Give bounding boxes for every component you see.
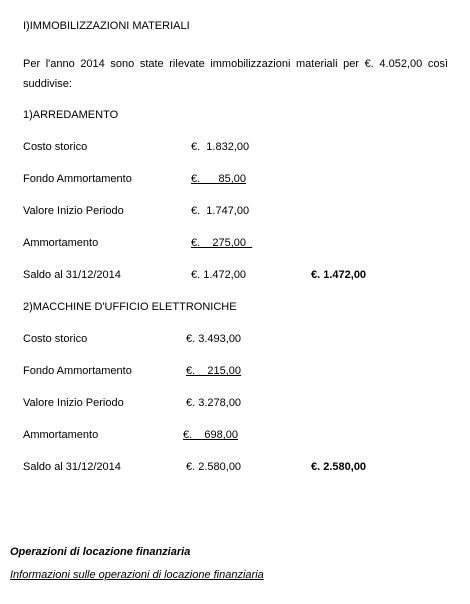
row-value: €. 275,00 (191, 237, 253, 249)
row-label: Valore Inizio Periodo (23, 205, 124, 217)
row-value: €. 3.278,00 (186, 397, 242, 409)
row-value: €. 215,00 (186, 365, 242, 377)
row-label: Saldo al 31/12/2014 (23, 269, 121, 281)
row-label: Costo storico (23, 141, 88, 153)
row-value: €. 1.472,00 (191, 269, 247, 281)
footer-title: Operazioni di locazione finanziaria (10, 546, 191, 558)
row-label: Ammortamento (23, 237, 99, 249)
row-value: €. 85,00 (191, 173, 247, 185)
section-title-macchine: 2)MACCHINE D'UFFICIO ELETTRONICHE (23, 301, 237, 313)
footer-subtitle: Informazioni sulle operazioni di locazione finanziaria (10, 569, 264, 581)
row-total: €. 1.472,00 (311, 269, 367, 281)
section-heading: I)IMMOBILIZZAZIONI MATERIALI (23, 20, 190, 32)
row-value: €. 698,00 (183, 429, 239, 441)
row-total: €. 2.580,00 (311, 461, 367, 473)
row-label: Fondo Ammortamento (23, 365, 132, 377)
section-title-arredamento: 1)ARREDAMENTO (23, 109, 119, 121)
row-value: €. 3.493,00 (186, 333, 242, 345)
intro-paragraph: Per l'anno 2014 sono state rilevate immobilizzazioni materiali per €. 4.052,00 così suddivise: (23, 58, 448, 90)
row-label: Ammortamento (23, 429, 99, 441)
row-label: Fondo Ammortamento (23, 173, 132, 185)
row-value: €. 1.832,00 (191, 141, 250, 153)
row-label: Costo storico (23, 333, 88, 345)
row-label: Valore Inizio Periodo (23, 397, 124, 409)
row-value: €. 2.580,00 (186, 461, 242, 473)
row-value: €. 1.747,00 (191, 205, 250, 217)
row-label: Saldo al 31/12/2014 (23, 461, 121, 473)
